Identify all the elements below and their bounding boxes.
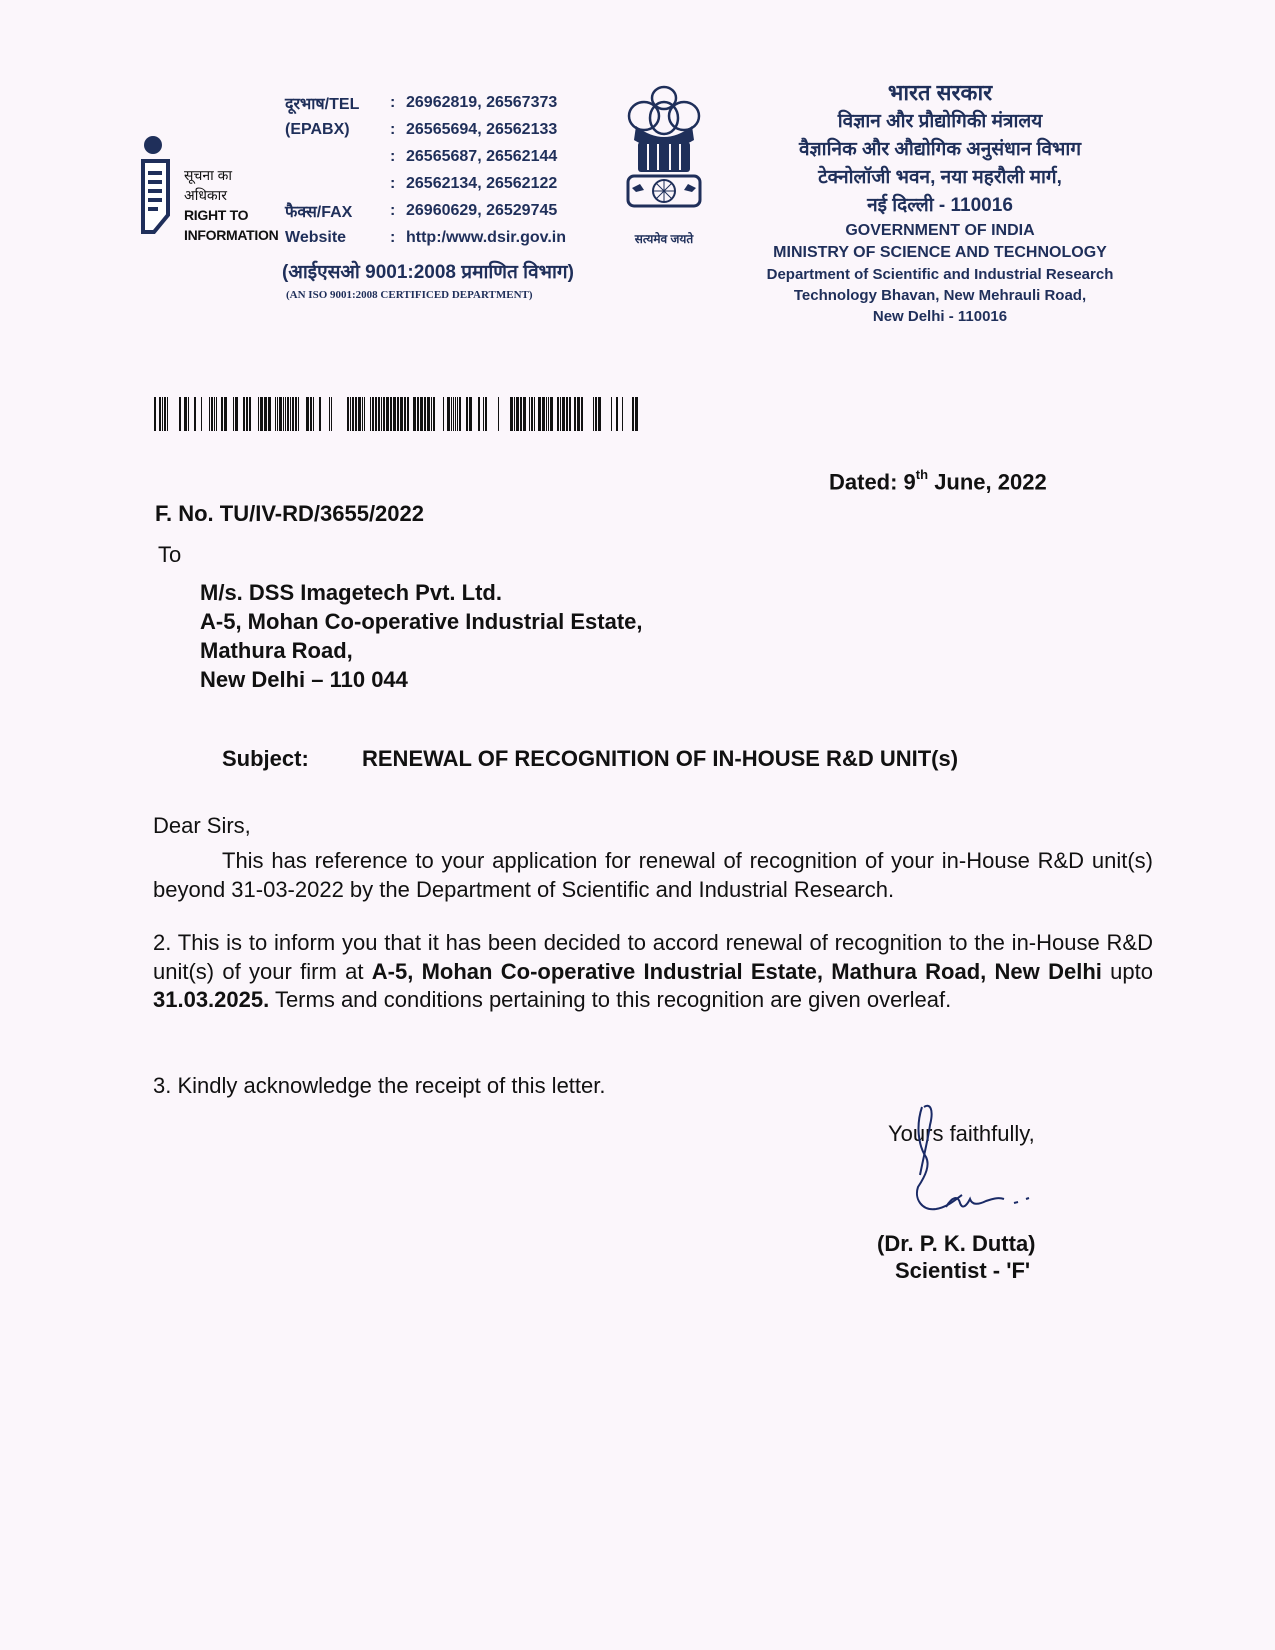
gov-hindi-line: टेक्नोलॉजी भवन, नया महरौली मार्ग, [818, 167, 1062, 188]
barcode-bar [433, 397, 435, 431]
barcode-bar [514, 397, 515, 431]
address-line: New Delhi – 110 044 [200, 667, 408, 692]
barcode-bar [520, 397, 522, 431]
barcode-bar [498, 397, 499, 431]
barcode-bar [194, 397, 196, 431]
barcode-bar [331, 397, 332, 431]
barcode-bar [292, 397, 294, 431]
barcode-bar [531, 397, 533, 431]
signatory-name: (Dr. P. K. Dutta) [877, 1231, 1036, 1256]
barcode-bar [162, 397, 163, 431]
contact-label: दूरभाष/TEL [285, 95, 360, 113]
barcode [154, 397, 641, 431]
contact-value: 26565687, 26562144 [406, 147, 558, 165]
rti-logo [140, 135, 279, 245]
barcode-bar [516, 397, 519, 431]
gov-hindi-line: विज्ञान और प्रौद्योगिकी मंत्रालय [837, 111, 1043, 132]
barcode-bar [283, 397, 284, 431]
address-line: Mathura Road, [200, 638, 353, 663]
barcode-bar [277, 397, 278, 431]
barcode-bar [224, 397, 227, 431]
barcode-bar [616, 397, 618, 431]
barcode-bar [510, 397, 513, 431]
barcode-bar [451, 397, 452, 431]
barcode-bar [383, 397, 385, 431]
contact-label: (EPABX) [285, 120, 350, 138]
barcode-bar [469, 397, 472, 431]
barcode-bar [529, 397, 530, 431]
barcode-bar [167, 397, 168, 431]
gov-hindi-line: नई दिल्ली - 110016 [867, 195, 1013, 216]
barcode-bar [214, 397, 215, 431]
subject-label: Subject: [222, 746, 309, 771]
barcode-bar [249, 397, 251, 431]
paragraph-3: 3. Kindly acknowledge the receipt of this letter. [153, 1073, 606, 1098]
barcode-bar [443, 397, 444, 431]
barcode-bar [268, 397, 271, 431]
barcode-bar [407, 397, 409, 431]
barcode-bar [577, 397, 580, 431]
barcode-bar [485, 397, 487, 431]
gov-hindi-line: वैज्ञानिक और औद्योगिक अनुसंधान विभाग [798, 139, 1082, 160]
barcode-bar [260, 397, 263, 431]
rti-icon [140, 135, 184, 245]
barcode-bar [622, 397, 623, 431]
barcode-bar [347, 397, 349, 431]
barcode-bar [400, 397, 403, 431]
barcode-bar [431, 397, 432, 431]
barcode-bar [188, 397, 189, 431]
contact-row: दूरभाष/TEL : 26962819, 26567373 [285, 93, 558, 113]
handwritten-signature [900, 1095, 1080, 1225]
rti-en-1: RIGHT TO [184, 207, 249, 223]
barcode-bar [550, 397, 553, 431]
barcode-bar [295, 397, 297, 431]
contact-label: Website [285, 228, 347, 246]
barcode-bar [424, 397, 426, 431]
barcode-bar [358, 397, 361, 431]
contact-row: (EPABX) : 26565694, 26562133 [285, 120, 558, 138]
barcode-bar [546, 397, 547, 431]
barcode-bar [413, 397, 416, 431]
barcode-bar [319, 397, 321, 431]
barcode-bar [635, 397, 638, 431]
paragraph-2: 2. This is to inform you that it has been decided to accord renewal of recognition to the in-House R&D unit(s) of your firm at A-5, Mohan Co-operative Industrial Estate, Mathura Road, New Delhi upto 31.03.2025. Terms and conditions pertaining to this recognition are given overleaf. [153, 930, 1153, 1012]
barcode-bar [381, 397, 382, 431]
barcode-bar [447, 397, 450, 431]
barcode-bar [159, 397, 161, 431]
barcode-bar [598, 397, 601, 431]
barcode-bar [264, 397, 267, 431]
barcode-bar [279, 397, 282, 431]
rti-hindi-1: सूचना का [184, 167, 233, 183]
barcode-bar [287, 397, 289, 431]
barcode-bar [154, 397, 156, 431]
address-line: M/s. DSS Imagetech Pvt. Ltd. [200, 580, 502, 605]
contact-value: 26962819, 26567373 [406, 93, 558, 111]
barcode-bar [595, 397, 597, 431]
department-address-block [725, 78, 1155, 327]
barcode-bar [378, 397, 380, 431]
barcode-bar [566, 397, 568, 431]
iso-hindi: (आईएसओ 9001:2008 प्रमाणित विभाग) [282, 262, 574, 283]
barcode-bar [427, 397, 430, 431]
barcode-bar [246, 397, 248, 431]
barcode-bar [569, 397, 571, 431]
gov-english-line: Technology Bhavan, New Mehrauli Road, [793, 287, 1087, 304]
barcode-bar [243, 397, 245, 431]
barcode-bar [483, 397, 484, 431]
barcode-bar [593, 397, 594, 431]
barcode-bar [352, 397, 354, 431]
barcode-bar [258, 397, 259, 431]
barcode-bar [611, 397, 612, 431]
barcode-bar [285, 397, 286, 431]
rti-hindi-2: अधिकार [184, 187, 228, 203]
contact-row: : 26562134, 26562122 [390, 174, 558, 192]
barcode-bar [466, 397, 468, 431]
barcode-bar [216, 397, 217, 431]
barcode-bar [455, 397, 456, 431]
contact-label: फैक्स/FAX [285, 203, 353, 221]
barcode-bar [370, 397, 371, 431]
barcode-bar [184, 397, 187, 431]
gov-english-line: MINISTRY OF SCIENCE AND TECHNOLOGY [773, 244, 1107, 261]
signatory-designation: Scientist - 'F' [895, 1258, 1031, 1283]
barcode-bar [350, 397, 351, 431]
barcode-bar [275, 397, 276, 431]
barcode-bar [538, 397, 541, 431]
barcode-bar [632, 397, 634, 431]
barcode-bar [201, 397, 202, 431]
barcode-bar [420, 397, 423, 431]
national-emblem-icon [614, 78, 714, 228]
barcode-bar [557, 397, 559, 431]
barcode-bar [306, 397, 309, 431]
barcode-bar [179, 397, 181, 431]
barcode-bar [375, 397, 377, 431]
contact-row: फैक्स/FAX : 26960629, 26529745 [285, 201, 558, 221]
barcode-bar [453, 397, 454, 431]
barcode-bar [459, 397, 461, 431]
barcode-bar [534, 397, 535, 431]
barcode-bar [364, 397, 365, 431]
website-link[interactable]: http:/www.dsir.gov.in [406, 228, 566, 246]
barcode-bar [313, 397, 314, 431]
barcode-bar [397, 397, 399, 431]
barcode-bar [386, 397, 389, 431]
barcode-bar [329, 397, 330, 431]
paragraph-1: This has reference to your application for renewal of recognition of your in-House R&D unit(s) beyond 31-03-2022 by the Department of Scientific and Industrial Research. [153, 848, 1153, 902]
barcode-bar [290, 397, 291, 431]
contact-row: : 26565687, 26562144 [390, 147, 558, 165]
file-number: F. No. TU/IV-RD/3655/2022 [155, 501, 424, 526]
barcode-bar [581, 397, 583, 431]
barcode-bar [478, 397, 480, 431]
contact-row: Website : http:/www.dsir.gov.in [285, 228, 566, 246]
salutation: Dear Sirs, [153, 813, 251, 838]
emblem-motto: सत्यमेव जयते [634, 232, 694, 246]
gov-english-line: GOVERNMENT OF INDIA [845, 222, 1035, 239]
address-line: A-5, Mohan Co-operative Industrial Estate, [200, 609, 643, 634]
contact-value: 26960629, 26529745 [406, 201, 558, 219]
rti-en-2: INFORMATION [184, 227, 279, 243]
barcode-bar [562, 397, 565, 431]
gov-hindi-line: भारत सरकार [887, 80, 993, 105]
barcode-bar [560, 397, 561, 431]
contact-value: 26562134, 26562122 [406, 174, 558, 192]
barcode-bar [355, 397, 357, 431]
barcode-bar [542, 397, 545, 431]
closing: Yours faithfully, [888, 1121, 1035, 1146]
to-label: To [158, 542, 182, 567]
barcode-bar [164, 397, 166, 431]
barcode-bar [523, 397, 526, 431]
gov-english-line: New Delhi - 110016 [872, 308, 1008, 325]
barcode-bar [362, 397, 363, 431]
barcode-bar [233, 397, 234, 431]
barcode-bar [211, 397, 213, 431]
contact-block [285, 89, 566, 251]
recipient-address [200, 578, 643, 694]
barcode-bar [298, 397, 299, 431]
barcode-bar [457, 397, 458, 431]
gov-english-line: Department of Scientific and Industrial Research [766, 266, 1114, 283]
barcode-bar [574, 397, 576, 431]
barcode-bar [548, 397, 549, 431]
subject-text: RENEWAL OF RECOGNITION OF IN-HOUSE R&D UNIT(s) [362, 746, 959, 771]
contact-value: 26565694, 26562133 [406, 120, 558, 138]
barcode-bar [417, 397, 419, 431]
barcode-bar [310, 397, 312, 431]
barcode-bar [390, 397, 392, 431]
barcode-bar [209, 397, 210, 431]
barcode-bar [235, 397, 238, 431]
iso-english: (AN ISO 9001:2008 CERTIFICED DEPARTMENT) [286, 289, 533, 301]
barcode-bar [221, 397, 223, 431]
barcode-bar [404, 397, 406, 431]
barcode-bar [393, 397, 396, 431]
barcode-bar [372, 397, 374, 431]
letter-date: Dated: 9th June, 2022 [829, 467, 1047, 495]
